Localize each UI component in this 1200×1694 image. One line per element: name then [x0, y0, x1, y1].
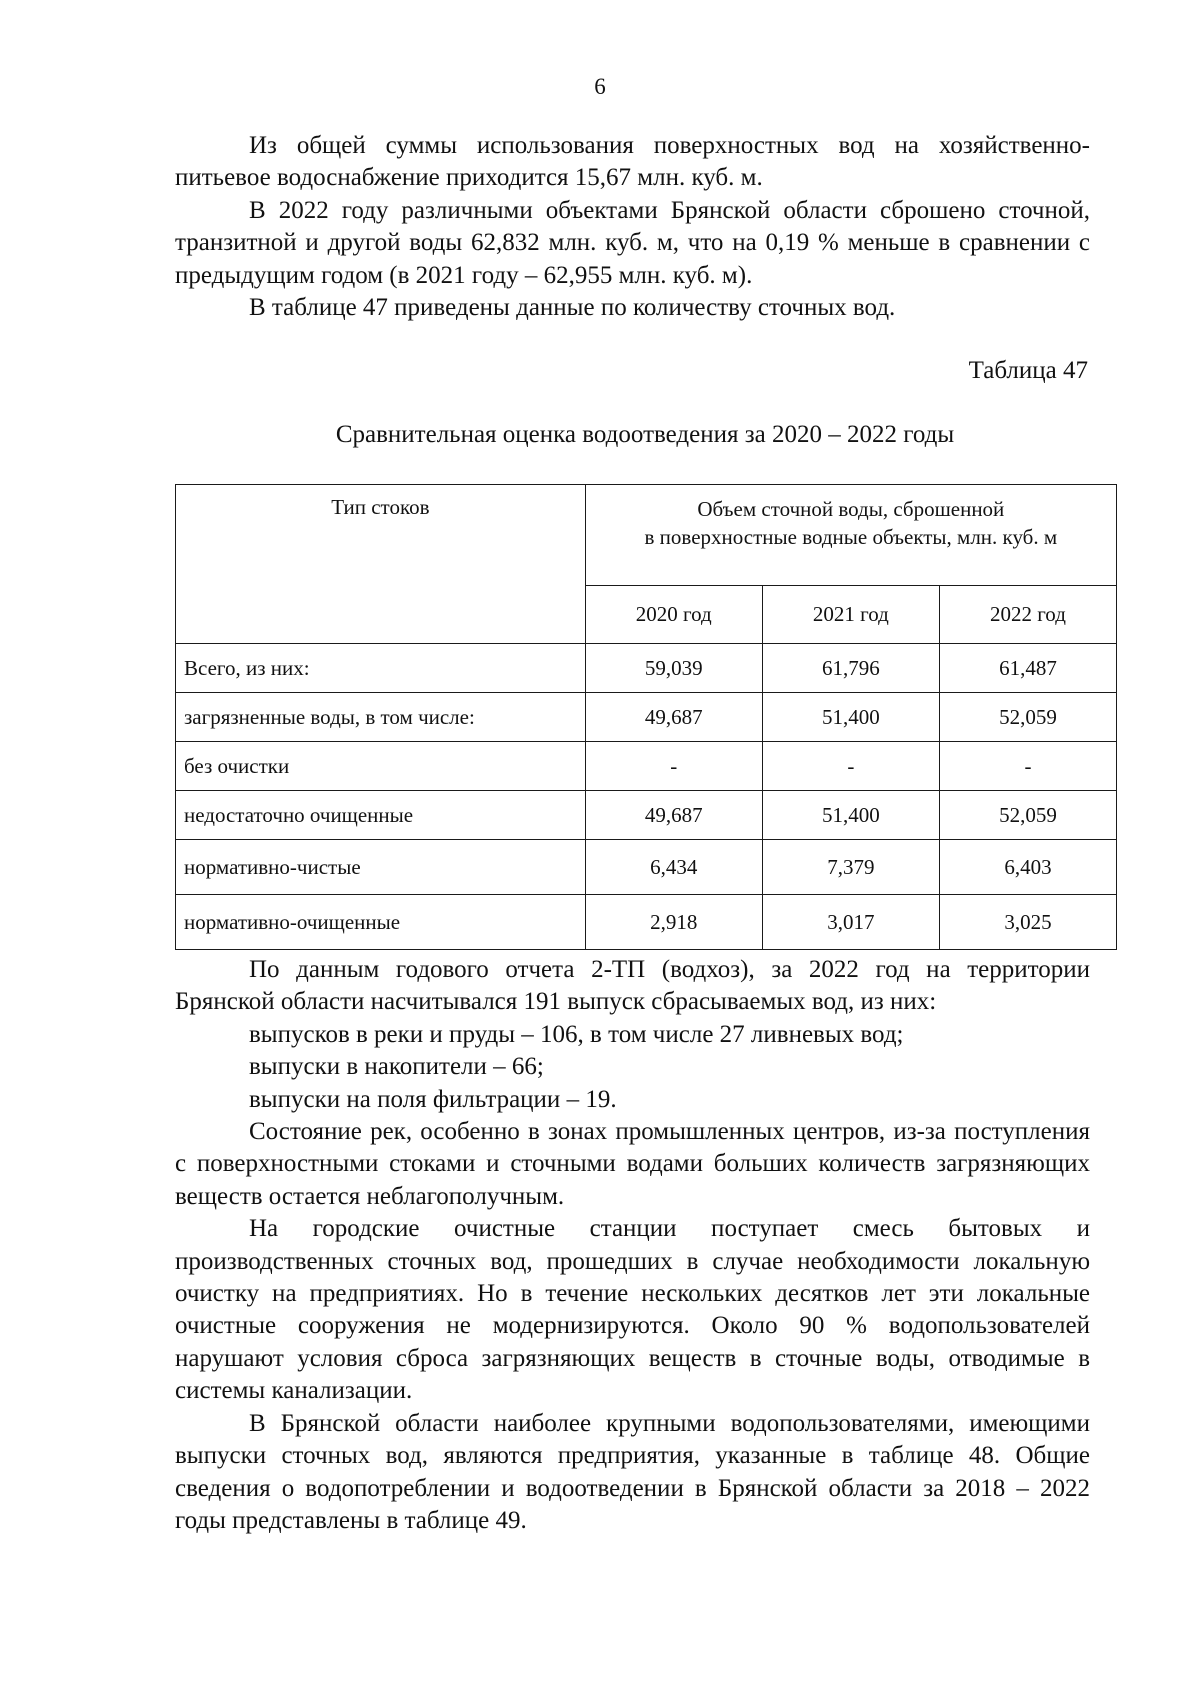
row-label: Всего, из них: [176, 644, 586, 693]
row-label: нормативно-очищенные [176, 895, 586, 950]
header-year: 2020 год [585, 585, 762, 643]
table-row [176, 693, 1117, 742]
header-year: 2021 год [762, 585, 939, 643]
cell-value: 51,400 [762, 791, 939, 840]
table-row [176, 895, 1117, 950]
cell-value: 61,796 [762, 644, 939, 693]
cell-value: 2,918 [585, 895, 762, 950]
table-row [176, 644, 1117, 693]
cell-value: 59,039 [585, 644, 762, 693]
table-header-row [176, 485, 1117, 586]
cell-value: - [585, 742, 762, 791]
list-item: выпуски на поля фильтрации – 19. [249, 1085, 617, 1113]
row-label: недостаточно очищенные [176, 791, 586, 840]
wastewater-table [175, 484, 1117, 950]
cell-value: 51,400 [762, 693, 939, 742]
list-item: выпуски в накопители – 66; [249, 1053, 544, 1081]
cell-value: - [939, 742, 1116, 791]
cell-value: 6,434 [585, 840, 762, 895]
cell-value: 3,025 [939, 895, 1116, 950]
row-label: загрязненные воды, в том числе: [176, 693, 586, 742]
paragraph: Из общей суммы использования поверхностных вод на хозяйственно-питьевое водоснабжение приходится 15,67 млн. куб. м. [175, 132, 1090, 192]
paragraph: На городские очистные станции поступает смесь бытовых и производственных сточных вод, прошедших в случае необходимости локальную очистку на предприятиях. Но в течение нескольких десятков лет эти локальные очистные сооружения не модернизируются. Около 90 % водопользователей нарушают условия сброса загрязняющих веществ в сточные воды, отводимые в системы канализации. [175, 1215, 1090, 1405]
table-label: Таблица 47 [968, 357, 1088, 384]
table-title: Сравнительная оценка водоотведения за 2020 – 2022 годы [335, 421, 955, 448]
cell-value: 6,403 [939, 840, 1116, 895]
cell-value: 52,059 [939, 693, 1116, 742]
cell-value: 52,059 [939, 791, 1116, 840]
list-item: выпусков в реки и пруды – 106, в том числе 27 ливневых вод; [249, 1020, 904, 1048]
table-row [176, 840, 1117, 895]
row-label: нормативно-чистые [176, 840, 586, 895]
header-volume [585, 485, 1116, 586]
header-volume-line2: в поверхностные водные объекты, млн. куб. м [644, 525, 1058, 549]
row-label: без очистки [176, 742, 586, 791]
cell-value: 3,017 [762, 895, 939, 950]
table-row [176, 791, 1117, 840]
paragraph: В Брянской области наиболее крупными водопользователями, имеющими выпуски сточных вод, являются предприятия, указанные в таблице 48. Общие сведения о водопотреблении и водоотведении в Брянской области за 2018 – 2022 годы представлены в таблице 49. [175, 1409, 1090, 1534]
paragraph: В 2022 году различными объектами Брянской области сброшено сточной, транзитной и другой воды 62,832 млн. куб. м, что на 0,19 % меньше в сравнении с предыдущим годом (в 2021 году – 62,955 млн. куб. м). [175, 196, 1090, 289]
cell-value: 61,487 [939, 644, 1116, 693]
paragraph: Состояние рек, особенно в зонах промышленных центров, из-за поступления с поверхностными стоками и сточными водами больших количеств загрязняющих веществ остается неблагополучным. [175, 1118, 1090, 1210]
page-number: 6 [594, 74, 606, 99]
body-text [175, 954, 1090, 1537]
cell-value: 49,687 [585, 791, 762, 840]
table-row [176, 742, 1117, 791]
header-year: 2022 год [939, 585, 1116, 643]
paragraph: По данным годового отчета 2-ТП (водхоз), за 2022 год на территории Брянской области насчитывался 191 выпуск сбрасываемых вод, из них: [175, 956, 1090, 1016]
paragraph: В таблице 47 приведены данные по количеству сточных вод. [249, 294, 896, 322]
header-type: Тип стоков [176, 485, 586, 644]
cell-value: 7,379 [762, 840, 939, 895]
cell-value: 49,687 [585, 693, 762, 742]
intro-text [175, 130, 1090, 324]
header-volume-line1: Объем сточной воды, сброшенной [697, 497, 1005, 521]
cell-value: - [762, 742, 939, 791]
